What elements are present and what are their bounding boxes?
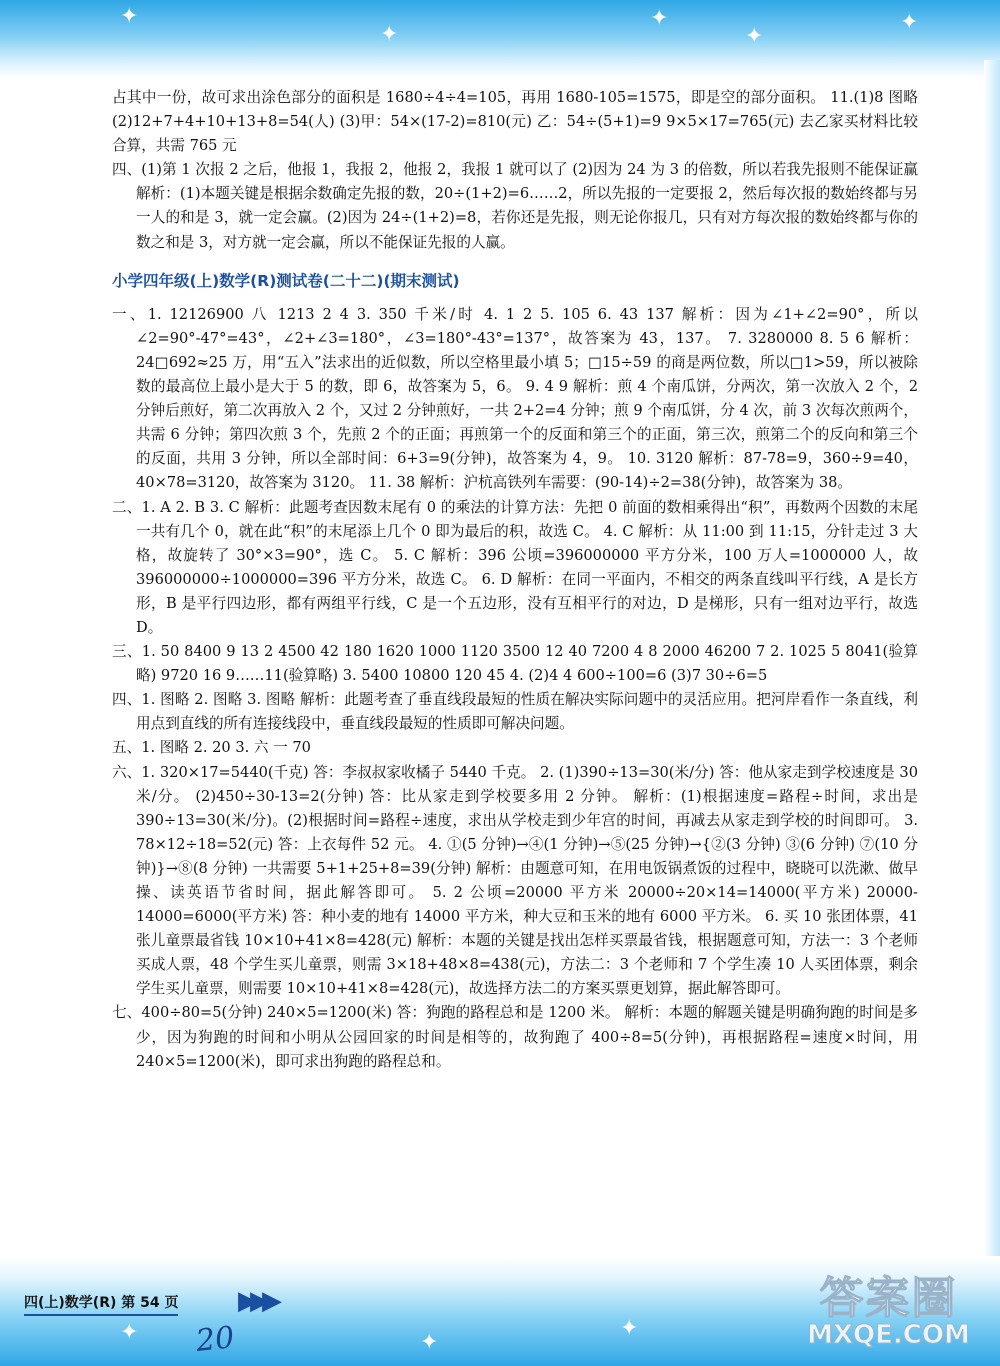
watermark-logo-text: 答案圈: [819, 1273, 958, 1324]
answer-paragraph: 占其中一份，故可求出涂色部分的面积是 1680÷4÷4=105，再用 1680-105=1575，即是空的部分面积。 11.(1)8 图略 (2)12+7+4+10+13+8=54(人) (3)甲：54×(17-2)=810(元) 乙：54÷(5+1)=9 9×5×17=765(元) 去乙家买材料比较合算，共需 765 元: [112, 89, 918, 155]
answer-paragraph: 四、1. 图略 2. 图略 3. 图略 解析：此题考查了垂直线段最短的性质在解决实际问题中的灵活应用。把河岸看作一条直线，利用点到直线的所有连接线段中，垂直线段最短的性质即可解决问题。: [112, 691, 918, 733]
sparkle-star-icon: ✦: [420, 1330, 439, 1355]
watermark-url: MXQE.COM: [807, 1320, 970, 1350]
answer-paragraph: 三、1. 50 8400 9 13 2 4500 42 180 1620 1000 1120 3500 12 40 7200 4 8 2000 46200 7 2. 1025 5 8041(验算略) 9720 16 9……11(验算略) 3. 5400 10800 120 45 4. (2)4 4 600÷100=6 (3)7 30÷6=5: [112, 643, 918, 685]
sparkle-star-icon: ✦: [120, 1320, 139, 1345]
sparkle-star-icon: ✦: [650, 6, 669, 31]
sparkle-star-icon: ✦: [900, 10, 919, 35]
section-title: 小学四年级(上)数学(R)测试卷(二十二)(期末测试): [112, 271, 460, 290]
sparkle-star-icon: ✦: [380, 22, 399, 47]
answer-content: [112, 86, 918, 1074]
right-decorative-band: [984, 60, 1000, 1260]
page-footer: 四(上)数学(R) 第 54 页: [24, 1292, 178, 1316]
answer-paragraph: 一、1. 12126900 八 1213 2 4 3. 350 千米/时 4. 1 2 5. 105 6. 43 137 解析：因为∠1+∠2=90°，所以∠2=90°-47°=43°，∠2+∠3=180°，∠3=180°-43°=137°，故答案为 43，137。 7. 3280000 8. 5 6 解析：24□692≈25 万，用“五入”法求出的近似数，所以空格里最小填 5；□15÷59 的商是两位数，所以□1>59，所以被除数的最高位上最小是大于 5 的数，即 6，故答案为 5，6。 9. 4 9 解析：煎 4 个南瓜饼，分两次，第一次放入 2 个，2 分钟后煎好，第二次再放入 2 个，又过 2 分钟煎好，一共 2+2=4 分钟；煎 9 个南瓜饼，分 4 次，前 3 次每次煎两个，共需 6 分钟；第四次煎 3 个，先煎 2 个的正面；再煎第一个的反面和第三个的正面，第三次，煎第二个的反向和第三个的反面，共用 3 分钟，所以全部时间：6+3=9(分钟)，故答案为 4，9。 10. 3120 解析：87-78=9，360÷9=40，40×78=3120，故答案为 3120。 11. 38 解析：沪杭高铁列车需要：(90-14)÷2=38(分钟)，故答案为 38。: [112, 305, 918, 492]
top-decorative-band: [0, 0, 1000, 78]
sparkle-star-icon: ✦: [120, 4, 139, 29]
answer-paragraph: 五、1. 图略 2. 20 3. 六 一 70: [112, 739, 311, 757]
arrow-decoration-icon: ▶▶▶: [238, 1286, 274, 1316]
watermark: [801, 1262, 976, 1352]
answer-paragraph: 六、1. 320×17=5440(千克) 答：李叔叔家收橘子 5440 千克。 2. (1)390÷13=30(米/分) 答：他从家走到学校速度是 30 米/分。 (2)450÷30-13=2(分钟) 答：比从家走到学校要多用 2 分钟。 解析：(1)根据速度=路程÷时间，求出是 390÷13=30(米/分)。(2)根据时间=路程÷速度，求出从学校走到少年宫的时间，再减去从家走到学校的时间即可。 3. 78×12÷18=52(元) 答：上衣每件 52 元。 4. ①(5 分钟)→④(1 分钟)→⑤(25 分钟)→{②(3 分钟) ③(6 分钟) ⑦(10 分钟)}→⑧(8 分钟) 一共需要 5+1+25+8=39(分钟) 解析：由题意可知，在用电饭锅煮饭的过程中，晓晓可以洗漱、做早操、读英语节省时间，据此解答即可。 5. 2 公顷=20000 平方米 20000÷20×14=14000(平方米) 20000-14000=6000(平方米) 答：种小麦的地有 14000 平方米，种大豆和玉米的地有 6000 平方米。 6. 买 10 张团体票，41 张儿童票最省钱 10×10+41×8=428(元) 解析：本题的关键是找出怎样买票最省钱，根据题意可知，方法一：3 个老师买成人票，48 个学生买儿童票，则需 3×18+48×8=438(元)，方法二：3 个老师和 7 个学生凑 10 人买团体票，剩余学生买儿童票，则需要 10×10+41×8=428(元)，故选择方法二的方案买票更划算，据此解答即可。: [112, 763, 918, 998]
answer-paragraph: 二、1. A 2. B 3. C 解析：此题考查因数末尾有 0 的乘法的计算方法：先把 0 前面的数相乘得出“积”，再数两个因数的末尾一共有几个 0，就在此“积”的末尾添上几个 0 即为最后的积，故选 C。 4. C 解析：从 11:00 到 11:15，分针走过 3 大格，故旋转了 30°×3=90°，选 C。 5. C 解析：396 公顷=396000000 平方分米，100 万人=1000000 人，故 396000000÷1000000=396 平方分米，故选 C。 6. D 解析：在同一平面内，不相交的两条直线叫平行线，A 是长方形，B 是平行四边形，都有两组平行线，C 是一个五边形，没有互相平行的对边，D 是梯形，只有一组对边平行，故选 D。: [112, 498, 918, 636]
answer-paragraph: 四、(1)第 1 次报 2 之后，他报 1，我报 2，他报 2，我报 1 就可以了 (2)因为 24 为 3 的倍数，所以若我先报则不能保证赢 解析：(1)本题关键是根据余数确定先报的数，20÷(1+2)=6……2，所以先报的一定要报 2，然后每次报的数始终都与另一人的和是 3，就一定会赢。(2)因为 24÷(1+2)=8，若你还是先报，则无论你报几，只有对方每次报的数始终都与你的数之和是 3，对方就一定会赢，所以不能保证先报的人赢。: [112, 161, 918, 251]
sparkle-star-icon: ✦: [620, 1316, 639, 1341]
handwritten-mark: 20: [194, 1320, 236, 1359]
answer-paragraph: 七、400÷80=5(分钟) 240×5=1200(米) 答：狗跑的路程总和是 1200 米。 解析：本题的解题关键是明确狗跑的时间是多少，因为狗跑的时间和小明从公园回家的时间是相等的，故狗跑了 400÷8=5(分钟)，再根据路程=速度×时间，用 240×5=1200(米)，即可求出狗跑的路程总和。: [112, 1004, 918, 1070]
sparkle-star-icon: ✦: [745, 24, 764, 49]
